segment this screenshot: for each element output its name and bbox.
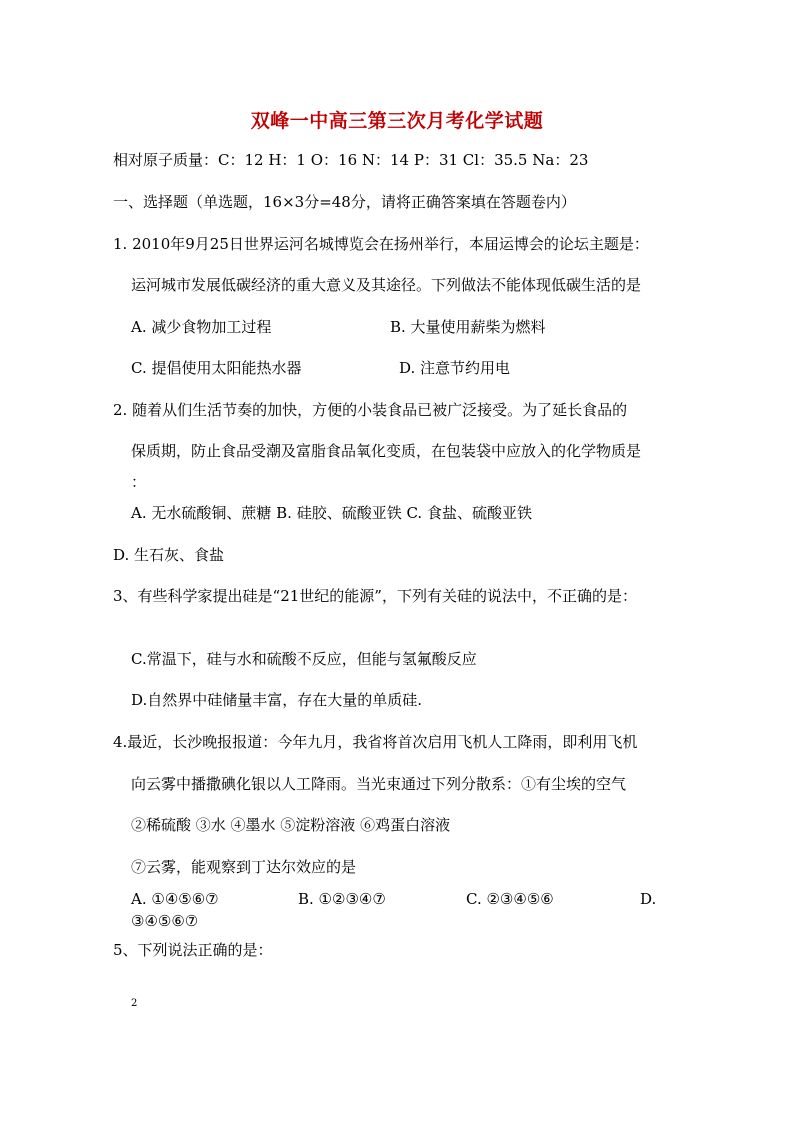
atomic-mass-line: 相对原子质量：C：12 H：1 O：16 N：14 P：31 Cl：35.5 Na：23 (113, 151, 589, 169)
q4-option-d-label: D. (640, 890, 657, 908)
q1-option-c: C. 提倡使用太阳能热水器 (131, 359, 302, 377)
q2-option-d: D. 生石灰、食盐 (113, 546, 225, 564)
q4-option-a: A. ①④⑤⑥⑦ (131, 890, 219, 908)
q2-stem-line1: 2. 随着从们生活节奏的加快，方便的小装食品已被广泛接受。为了延长食品的 (113, 401, 628, 419)
q1-option-b: B. 大量使用薪柴为燃料 (390, 318, 546, 336)
page-number: 2 (131, 998, 138, 1009)
q3-option-c: C.常温下，硅与水和硫酸不反应，但能与氢氟酸反应 (131, 650, 477, 668)
q2-stem-line3: ： (131, 473, 147, 491)
q4-option-c: C. ②③④⑤⑥ (466, 890, 554, 908)
q1-option-a: A. 减少食物加工过程 (131, 318, 272, 336)
q2-options-abc: A. 无水硫酸铜、蔗糖 B. 硅胶、硫酸亚铁 C. 食盐、硫酸亚铁 (131, 504, 532, 522)
q3-stem: 3、有些科学家提出硅是“21世纪的能源”，下列有关硅的说法中，不正确的是： (113, 587, 637, 605)
q2-stem-line2: 保质期，防止食品受潮及富脂食品氧化变质，在包装袋中应放入的化学物质是 (131, 442, 642, 460)
q4-option-d-value: ③④⑤⑥⑦ (131, 912, 199, 930)
q4-stem-line2: 向云雾中播撒碘化银以人工降雨。当光束通过下列分散系：①有尘埃的空气 (131, 775, 627, 793)
q3-option-d: D.自然界中硅储量丰富，存在大量的单质硅. (131, 691, 423, 709)
q1-option-d: D. 注意节约用电 (399, 359, 511, 377)
exam-title: 双峰一中高三第三次月考化学试题 (250, 110, 544, 132)
q4-stem-line4: ⑦云雾，能观察到丁达尔效应的是 (131, 858, 357, 876)
section-heading: 一、选择题（单选题，16×3分=48分，请将正确答案填在答题卷内） (113, 193, 576, 211)
q1-stem-line1: 1. 2010年9月25日世界运河名城博览会在扬州举行，本届运博会的论坛主题是： (113, 235, 649, 253)
q4-option-b: B. ①②③④⑦ (298, 890, 386, 908)
q4-stem-line1: 4.最近，长沙晚报报道：今年九月，我省将首次启用飞机人工降雨，即利用飞机 (113, 733, 638, 751)
q1-stem-line2: 运河城市发展低碳经济的重大意义及其途径。下列做法不能体现低碳生活的是 (131, 276, 642, 294)
q4-stem-line3: ②稀硫酸 ③水 ④墨水 ⑤淀粉溶液 ⑥鸡蛋白溶液 (131, 816, 451, 834)
q5-stem: 5、下列说法正确的是： (113, 941, 273, 959)
